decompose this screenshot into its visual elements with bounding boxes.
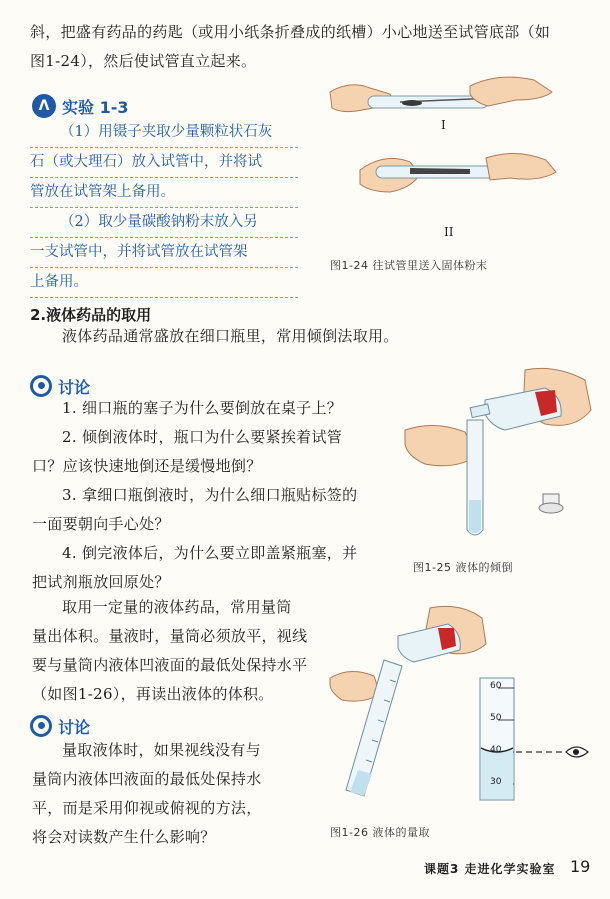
experiment-body — [30, 118, 298, 298]
hand-holding-tube — [405, 425, 477, 465]
discussion-2-line-3: 平，而是采用仰视或俯视的方法， — [32, 799, 262, 817]
discussion-1-q4-line1: 4. 倒完液体后，为什么要立即盖紧瓶塞，并 — [62, 544, 358, 562]
discussion-1-q3-line2: 一面要朝向手心处？ — [32, 515, 170, 533]
paragraph-2-line-2: 量出体积。量液时，量筒必须放平，视线 — [32, 627, 308, 645]
bottle-stopper — [539, 494, 563, 513]
discussion-1-q2-line1: 2. 倾倒液体时，瓶口为什么要紧挨着试管 — [62, 428, 343, 446]
section-2-heading: 2.液体药品的取用 — [30, 306, 152, 324]
paragraph-2-line-4: （如图1-26），再读出液体的体积。 — [32, 685, 274, 703]
discussion-icon — [30, 375, 52, 397]
cylinder-tick-50: 50 — [490, 713, 502, 723]
hand-right-bottom — [486, 153, 556, 180]
discussion-1-q4-line2: 把试剂瓶放回原处？ — [32, 573, 170, 591]
discussion-1-q2-line2: 口？应该快速地倒还是缓慢地倒？ — [32, 457, 262, 475]
intro-line-1: 斜，把盛有药品的药匙（或用小纸条折叠成的纸槽）小心地送至试管底部（如 — [30, 23, 551, 41]
figure-1-24-label-i: I — [441, 118, 446, 132]
experiment-header — [32, 92, 128, 120]
footer-chapter-title: 课题3 走进化学实验室 — [424, 862, 556, 876]
page-number: 19 — [570, 857, 591, 876]
section-2-paragraph: 液体药品通常盛放在细口瓶里，常用倾倒法取用。 — [62, 327, 399, 345]
discussion-2-title: 讨论 — [58, 717, 91, 737]
figure-1-25-illustration — [395, 360, 600, 560]
cylinder-tick-30: 30 — [490, 777, 502, 787]
test-tube-top — [368, 96, 488, 108]
experiment-p1-line2: 石（或大理石）放入试管中，并将试 — [30, 148, 298, 178]
paragraph-2-line-3: 要与量筒内液体凹液面的最低处保持水平 — [32, 656, 308, 674]
discussion-icon — [30, 715, 52, 737]
cylinder-tick-40: 40 — [490, 745, 502, 755]
discussion-2-line-2: 量筒内液体凹液面的最低处保持水 — [32, 770, 262, 788]
cylinder-tick-60: 60 — [490, 681, 502, 691]
intro-line-2: 图1-24），然后使试管直立起来。 — [30, 52, 257, 70]
experiment-p1-line3: 管放在试管架上备用。 — [30, 178, 298, 208]
experiment-p1-line1: （1）用镊子夹取少量颗粒状石灰 — [30, 118, 298, 148]
eye-icon — [566, 747, 588, 757]
figure-1-24-label-ii: II — [444, 225, 454, 239]
discussion-1-q3-line1: 3. 拿细口瓶倒液时，为什么细口瓶贴标签的 — [62, 486, 358, 504]
experiment-icon: Λ — [32, 94, 56, 118]
experiment-p2-line2: 一支试管中，并将试管放在试管架 — [30, 238, 298, 268]
test-tube-bottom — [376, 166, 506, 178]
paragraph-2-line-1: 取用一定量的液体药品，常用量筒 — [62, 598, 292, 616]
figure-1-24-illustration — [320, 70, 600, 250]
figure-1-26-illustration — [320, 600, 600, 815]
pouring-bottle — [398, 624, 460, 662]
discussion-2-line-4: 将会对读数产生什么影响？ — [32, 828, 216, 846]
discussion-1-q1: 1. 细口瓶的塞子为什么要倒放在桌子上？ — [62, 399, 343, 417]
experiment-title: 实验 1-3 — [62, 97, 129, 117]
figure-1-26-caption: 图1-26 液体的量取 — [330, 826, 430, 839]
hand-holding-cylinder — [330, 671, 380, 701]
figure-1-25-caption: 图1-25 液体的倾倒 — [413, 561, 513, 574]
test-tube — [467, 420, 483, 535]
figure-1-24-caption: 图1-24 往试管里送入固体粉末 — [330, 259, 488, 272]
experiment-p2-line1: （2）取少量碳酸钠粉末放入另 — [30, 208, 298, 238]
experiment-p2-line3: 上备用。 — [30, 268, 298, 298]
discussion-2-line-1: 量取液体时，如果视线没有与 — [62, 741, 261, 759]
hand-right-top — [470, 77, 552, 106]
discussion-1-title: 讨论 — [58, 377, 91, 397]
